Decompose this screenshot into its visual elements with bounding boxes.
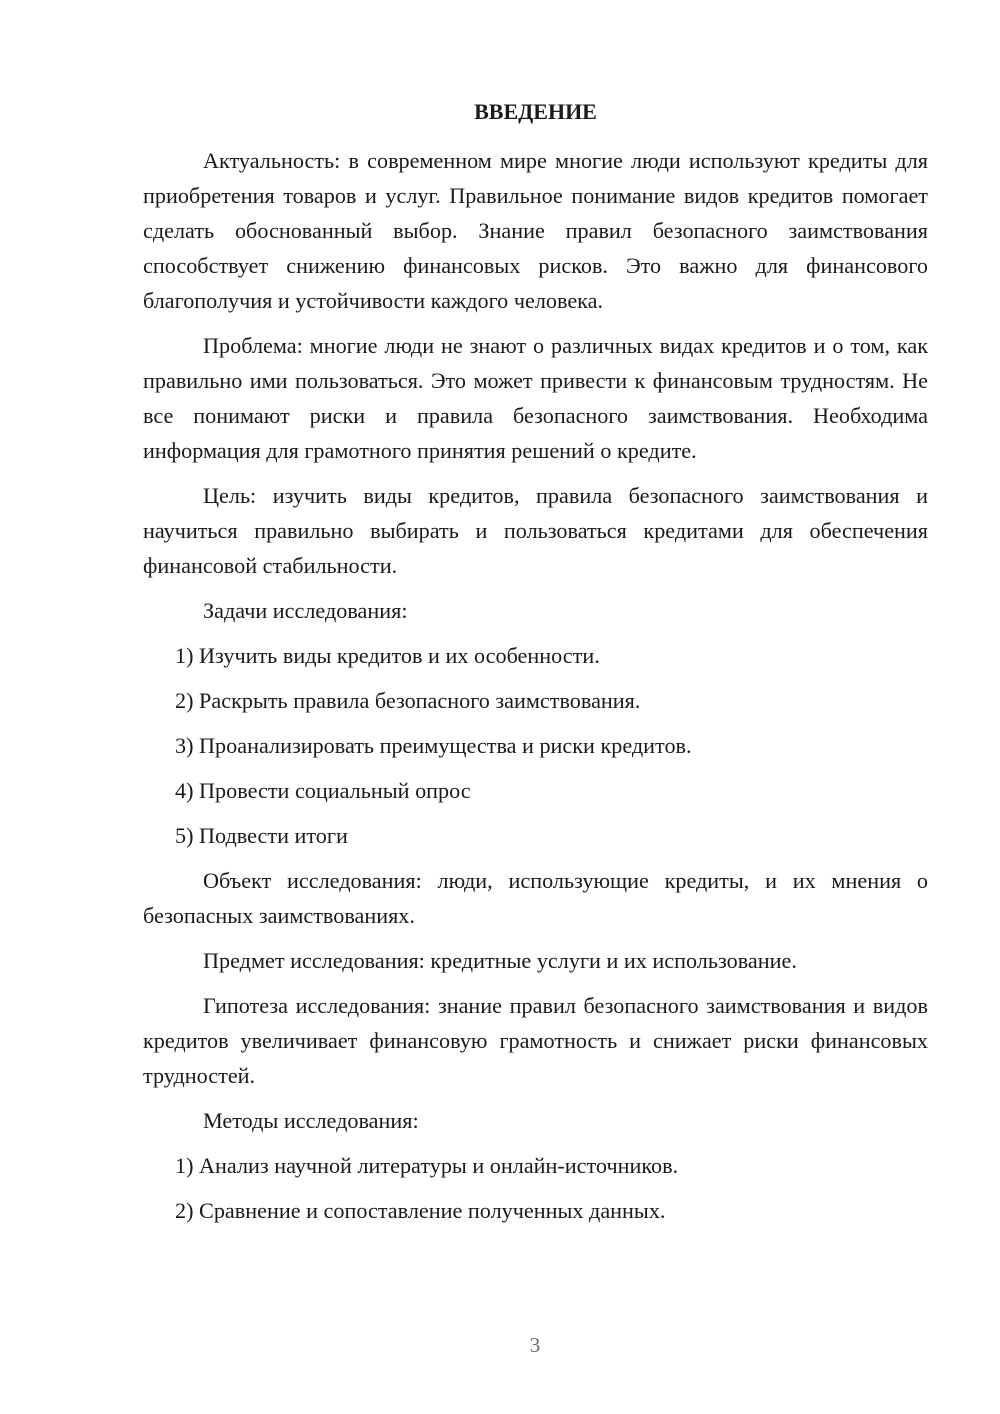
list-item: 4) Провести социальный опрос xyxy=(175,778,471,803)
subject-paragraph: Предмет исследования: кредитные услуги и их использование. xyxy=(203,948,797,973)
list-item: 2) Раскрыть правила безопасного заимствования. xyxy=(175,688,641,713)
methods-label: Методы исследования: xyxy=(203,1108,419,1133)
object-paragraph: Объект исследования: люди, использующие кредиты, и их мнения о безопасных заимствованиях. xyxy=(143,868,928,928)
section-heading: ВВЕДЕНИЕ xyxy=(474,99,597,124)
list-item: 2) Сравнение и сопоставление полученных данных. xyxy=(175,1198,666,1223)
hypothesis-paragraph: Гипотеза исследования: знание правил безопасного заимствования и видов кредитов увеличивает финансовую грамотность и снижает риски финансовых трудностей. xyxy=(143,993,928,1088)
problem-paragraph: Проблема: многие люди не знают о различных видах кредитов и о том, как правильно ими пользоваться. Это может привести к финансовым трудностям. Не все понимают риски и правила безопасного заимствования. Необходима информация для грамотного принятия решений о кредите. xyxy=(143,333,928,463)
page-content xyxy=(143,94,928,1238)
tasks-label: Задачи исследования: xyxy=(203,598,408,623)
list-item: 1) Изучить виды кредитов и их особенности. xyxy=(175,643,600,668)
page-number: 3 xyxy=(529,1333,541,1357)
list-item: 3) Проанализировать преимущества и риски кредитов. xyxy=(175,733,692,758)
goal-paragraph: Цель: изучить виды кредитов, правила безопасного заимствования и научиться правильно выбирать и пользоваться кредитами для обеспечения финансовой стабильности. xyxy=(143,483,928,578)
list-item: 5) Подвести итоги xyxy=(175,823,348,848)
list-item: 1) Анализ научной литературы и онлайн-источников. xyxy=(175,1153,679,1178)
methods-list xyxy=(143,1148,928,1228)
tasks-list xyxy=(143,638,928,853)
relevance-paragraph: Актуальность: в современном мире многие люди используют кредиты для приобретения товаров и услуг. Правильное понимание видов кредитов помогает сделать обоснованный выбор. Знание правил безопасного заимствования способствует снижению финансовых рисков. Это важно для финансового благополучия и устойчивости каждого человека. xyxy=(143,148,928,313)
